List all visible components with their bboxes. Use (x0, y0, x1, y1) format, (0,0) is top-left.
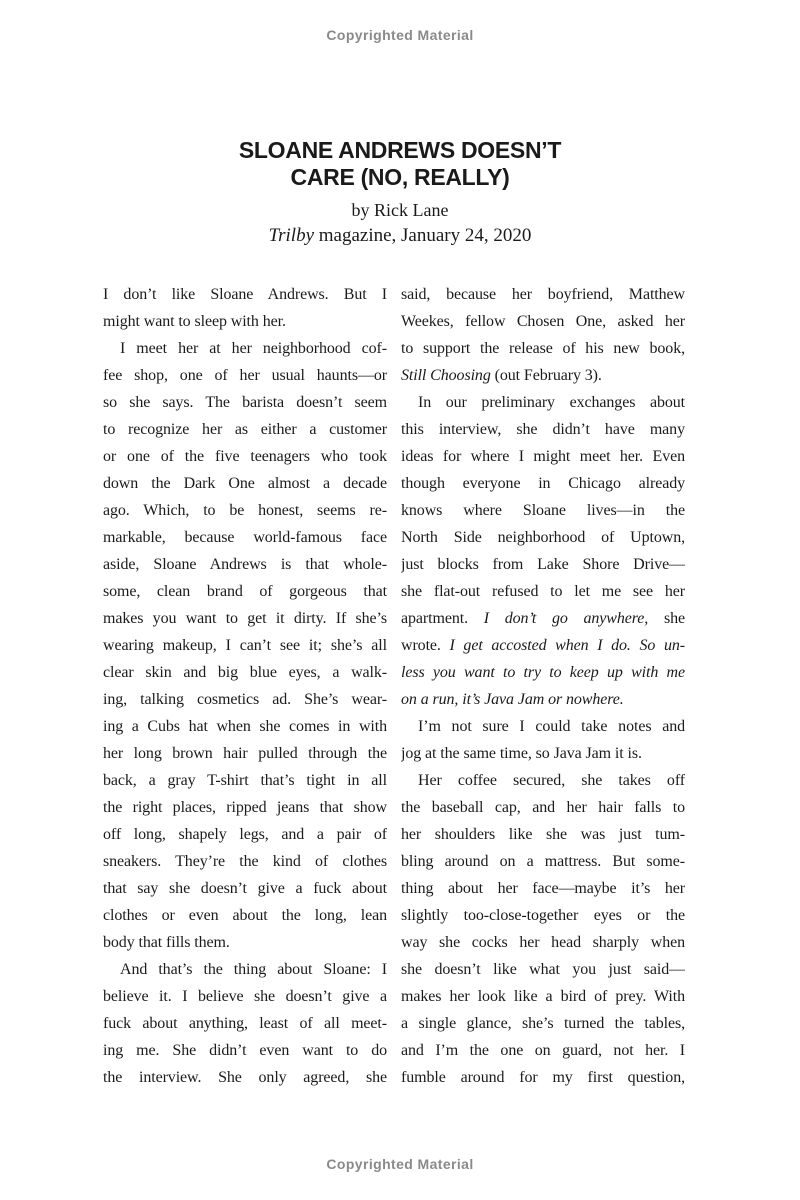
text-line: knows where Sloane lives—in the (401, 502, 685, 519)
text-line: wearing makeup, I can’t see it; she’s all (103, 637, 387, 654)
text-line: ing me. She didn’t even want to do (103, 1042, 387, 1059)
text-line: so she says. The barista doesn’t seem (103, 394, 387, 411)
text-line: some, clean brand of gorgeous that (103, 583, 387, 600)
text-line: clear skin and big blue eyes, a walk- (103, 664, 387, 681)
text-line: wrote. I get accosted when I do. So un- (401, 637, 685, 654)
text-line: bling around on a mattress. But some- (401, 853, 685, 870)
text-line: Still Choosing (out February 3). (401, 367, 602, 384)
text-line: Her coffee secured, she takes off (418, 772, 685, 789)
text-line: down the Dark One almost a decade (103, 475, 387, 492)
text-line: apartment. I don’t go anywhere, she (401, 610, 685, 627)
copyright-watermark-bottom: Copyrighted Material (326, 1156, 474, 1172)
text-line: the right places, ripped jeans that show (103, 799, 387, 816)
text-line: aside, Sloane Andrews is that whole- (103, 556, 387, 573)
text-line: just blocks from Lake Shore Drive— (401, 556, 685, 573)
text-line: I don’t like Sloane Andrews. But I (103, 286, 387, 303)
text-line: this interview, she didn’t have many (401, 421, 685, 438)
text-line: slightly too-close-together eyes or the (401, 907, 685, 924)
text-line: she flat-out refused to let me see her (401, 583, 685, 600)
article-title-line2: CARE (NO, REALLY) (290, 164, 510, 190)
text-line: jog at the same time, so Java Jam it is. (401, 745, 642, 762)
text-line: sneakers. They’re the kind of clothes (103, 853, 387, 870)
text-line: fee shop, one of her usual haunts—or (103, 367, 387, 384)
text-line: ing, talking cosmetics ad. She’s wear- (103, 691, 387, 708)
text-line: the baseball cap, and her hair falls to (401, 799, 685, 816)
text-line: ago. Which, to be honest, seems re- (103, 502, 387, 519)
magazine-name: Trilby (268, 225, 314, 246)
text-line: Weekes, fellow Chosen One, asked her (401, 313, 685, 330)
text-line: And that’s the thing about Sloane: I (120, 961, 387, 978)
article-title-line1: SLOANE ANDREWS DOESN’T (238, 137, 562, 163)
text-line: to support the release of his new book, (401, 340, 685, 357)
text-line: I meet her at her neighborhood cof- (120, 340, 387, 357)
text-line: or one of the five teenagers who took (103, 448, 387, 465)
column-left (103, 281, 387, 1091)
text-line: clothes or even about the long, lean (103, 907, 387, 924)
text-line: back, a gray T-shirt that’s tight in all (103, 772, 387, 789)
text-line: ing a Cubs hat when she comes in with (103, 718, 387, 735)
article-title (0, 137, 800, 191)
text-line: makes you want to get it dirty. If she’s (103, 610, 387, 627)
text-line: on a run, it’s Java Jam or nowhere. (401, 691, 624, 708)
text-line: her shoulders like she was just tum- (401, 826, 685, 843)
text-line: might want to sleep with her. (103, 313, 286, 330)
text-line: to recognize her as either a customer (103, 421, 387, 438)
article-body (103, 281, 685, 1091)
text-line: ideas for where I might meet her. Even (401, 448, 685, 465)
text-line: a single glance, she’s turned the tables, (401, 1015, 685, 1032)
column-right (401, 281, 685, 1091)
text-line: fumble around for my first question, (401, 1069, 685, 1086)
copyright-watermark-top: Copyrighted Material (326, 27, 474, 43)
text-line: that say she doesn’t give a fuck about (103, 880, 387, 897)
text-line: thing about her face—maybe it’s her (401, 880, 685, 897)
text-line: she doesn’t like what you just said— (401, 961, 685, 978)
text-line: though everyone in Chicago already (401, 475, 685, 492)
byline: by Rick Lane (351, 200, 449, 220)
text-line: In our preliminary exchanges about (418, 394, 685, 411)
text-line: off long, shapely legs, and a pair of (103, 826, 387, 843)
text-line: body that fills them. (103, 934, 230, 951)
source-line (0, 224, 800, 248)
text-line: North Side neighborhood of Uptown, (401, 529, 685, 546)
text-line: I’m not sure I could take notes and (418, 718, 685, 735)
text-line: her long brown hair pulled through the (103, 745, 387, 762)
text-line: and I’m the one on guard, not her. I (401, 1042, 685, 1059)
text-line: said, because her boyfriend, Matthew (401, 286, 685, 303)
text-line: markable, because world-famous face (103, 529, 387, 546)
source-date: magazine, January 24, 2020 (314, 225, 532, 246)
text-line: makes her look like a bird of prey. With (401, 988, 685, 1005)
text-line: way she cocks her head sharply when (401, 934, 685, 951)
text-line: believe it. I believe she doesn’t give a (103, 988, 387, 1005)
text-line: fuck about anything, least of all meet- (103, 1015, 387, 1032)
text-line: less you want to try to keep up with me (401, 664, 685, 681)
text-line: the interview. She only agreed, she (103, 1069, 387, 1086)
